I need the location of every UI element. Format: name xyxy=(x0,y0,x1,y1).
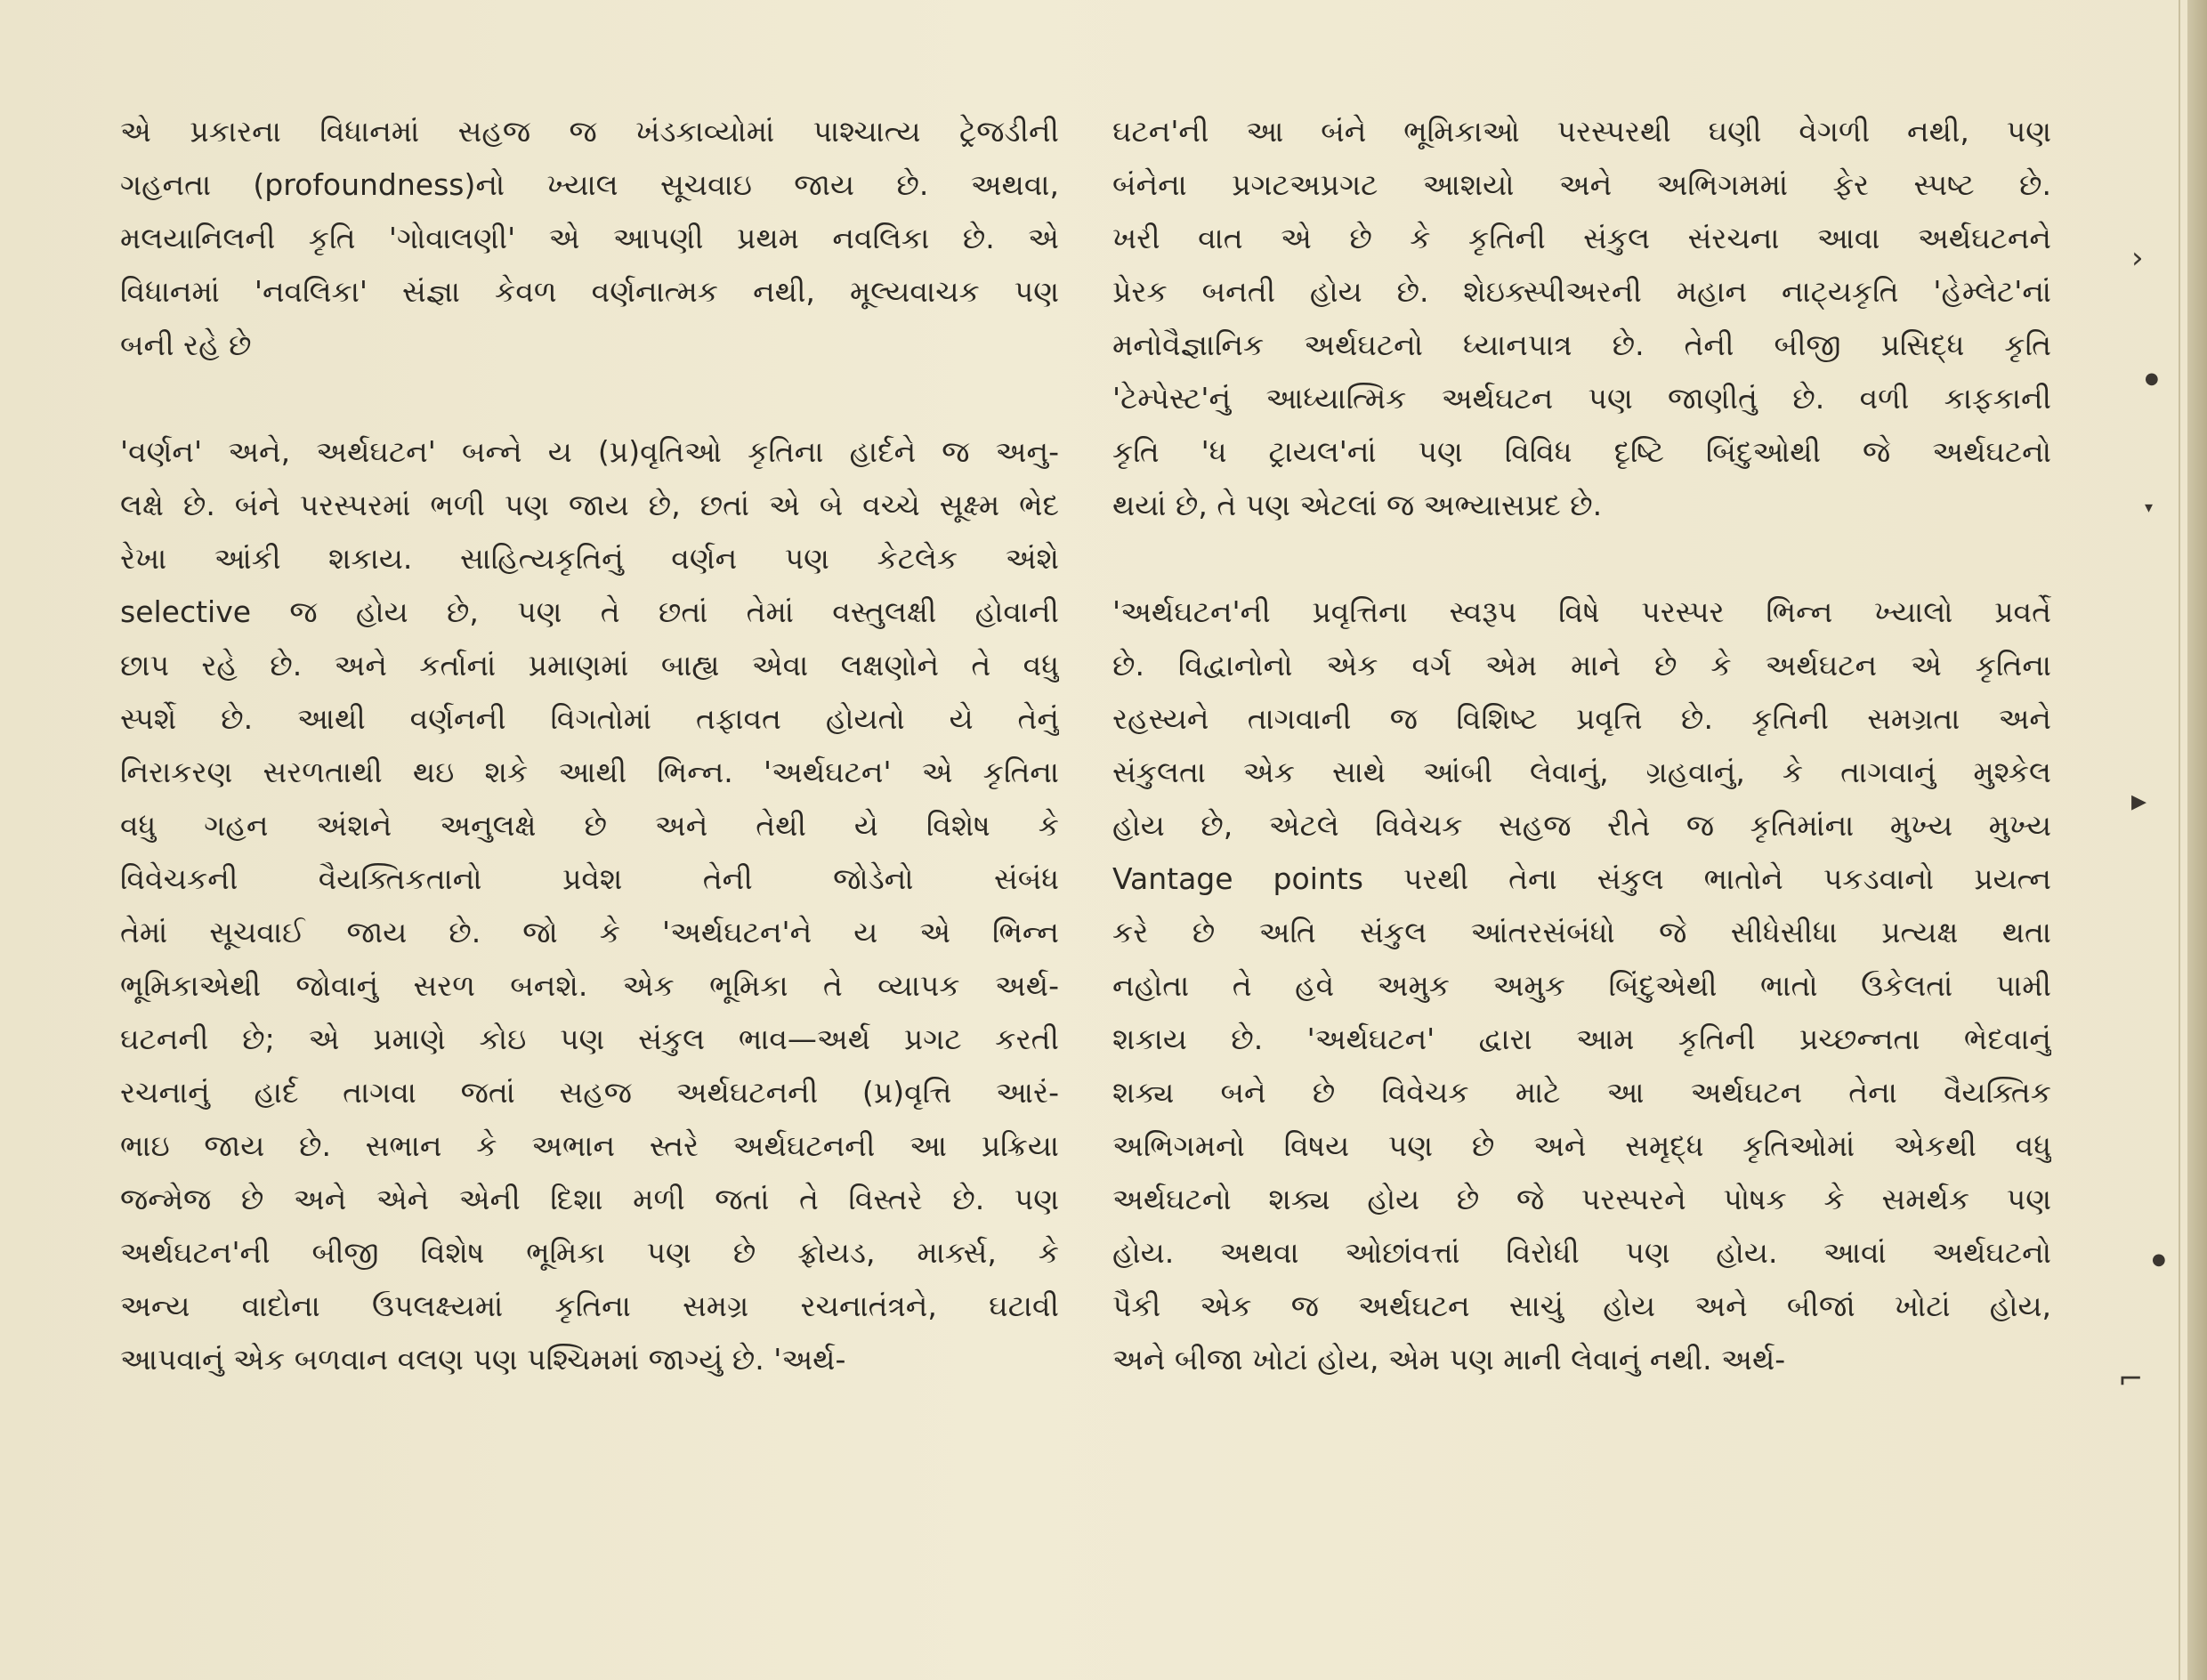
paragraph xyxy=(1112,105,2051,532)
text-line: ભૂમિકાએથી જોવાનું સરળ બનશે. એક ભૂમિકા તે વ્યાપક અર્થ- xyxy=(120,968,1059,1003)
text-line: વિવેચકની વૈયક્તિકતાનો પ્રવેશ તેની જોડેનો સંબંધ xyxy=(120,861,1059,896)
paragraph xyxy=(1112,586,2051,1386)
text-line: તેમાં સૂચવાઈ જાય છે. જો કે 'અર્થઘટન'ને ય એ ભિન્ન xyxy=(120,915,1059,949)
text-line: મલયાનિલની કૃતિ 'ગોવાલણી' એ આપણી પ્રથમ નવલિકા છે. એ xyxy=(120,221,1059,255)
text-line: અર્થઘટન'ની બીજી વિશેષ ભૂમિકા પણ છે ફ્રોયડ, માર્ક્સ, કે xyxy=(120,1235,1059,1270)
text-line: રહસ્યને તાગવાની જ વિશિષ્ટ પ્રવૃત્તિ છે. કૃતિની સમગ્રતા અને xyxy=(1112,701,2051,736)
text-line: છે. વિદ્વાનોનો એક વર્ગ એમ માને છે કે અર્થઘટન એ કૃતિના xyxy=(1112,648,2051,682)
text-line: નહોતા તે હવે અમુક અમુક બિંદુએથી ભાતો ઉકેલતાં પામી xyxy=(1112,968,2051,1003)
text-line: પૈકી એક જ અર્થઘટન સાચું હોય અને બીજાં ખોટાં હોય, xyxy=(1112,1288,2051,1323)
text-line: ભાઇ જાય છે. સભાન કે અભાન સ્તરે અર્થઘટનની આ પ્રક્રિયા xyxy=(120,1128,1059,1163)
text-line: નિરાકરણ સરળતાથી થઇ શકે આથી ભિન્ન. 'અર્થઘટન' એ કૃતિના xyxy=(120,755,1059,789)
text-line: Vantage points પરથી તેના સંકુલ ભાતોને પકડવાનો પ્રયત્ન xyxy=(1112,861,2051,896)
text-line: અન્ય વાદોના ઉપલક્ષ્યમાં કૃતિના સમગ્ર રચનાતંત્રને, ઘટાવી xyxy=(120,1288,1059,1323)
text-line: 'અર્થઘટન'ની પ્રવૃત્તિના સ્વરૂપ વિષે પરસ્પર ભિન્ન ખ્યાલો પ્રવર્તે xyxy=(1112,594,2051,629)
text-line: જન્મેજ છે અને એને એની દિશા મળી જતાં તે વિસ્તરે છે. પણ xyxy=(120,1182,1059,1216)
text-line: સંકુલતા એક સાથે આંબી લેવાનું, ગ્રહવાનું, કે તાગવાનું મુશ્કેલ xyxy=(1112,755,2051,789)
text-line: અભિગમનો વિષય પણ છે અને સમૃદ્ધ કૃતિઓમાં એકથી વધુ xyxy=(1112,1128,2051,1163)
text-line: રેખા આંકી શકાય. સાહિત્યકૃતિનું વર્ણન પણ કેટલેક અંશે xyxy=(120,541,1059,576)
paragraph-gap xyxy=(1112,532,2051,586)
text-line: ગહનતા (profoundness)નો ખ્યાલ સૂચવાઇ જાય છે. અથવા, xyxy=(120,167,1059,202)
margin-mark: ▸ xyxy=(2131,783,2147,819)
margin-mark: ⌐ xyxy=(2118,1361,2144,1397)
next-page-strip xyxy=(2187,0,2207,1680)
right-text-column xyxy=(1112,105,2051,1386)
text-line: ઘટન'ની આ બંને ભૂમિકાઓ પરસ્પરથી ઘણી વેગળી નથી, પણ xyxy=(1112,114,2051,149)
paragraph xyxy=(120,425,1059,1386)
text-line: અર્થઘટનો શક્ય હોય છે જે પરસ્પરને પોષક કે સમર્થક પણ xyxy=(1112,1182,2051,1216)
text-line: સ્પર્શે છે. આથી વર્ણનની વિગતોમાં તફાવત હોયતો યે તેનું xyxy=(120,701,1059,736)
text-line: લક્ષે છે. બંને પરસ્પરમાં ભળી પણ જાય છે, છતાં એ બે વચ્ચે સૂક્ષ્મ ભેદ xyxy=(120,488,1059,522)
text-line: શકાય છે. 'અર્થઘટન' દ્વારા આમ કૃતિની પ્રચ્છન્નતા ભેદવાનું xyxy=(1112,1022,2051,1056)
text-line: છાપ રહે છે. અને કર્તાનાં પ્રમાણમાં બાહ્ય એવા લક્ષણોને તે વધુ xyxy=(120,648,1059,682)
margin-dot: ● xyxy=(2152,1250,2166,1269)
text-line: ખરી વાત એ છે કે કૃતિની સંકુલ સંરચના આવા અર્થઘટનને xyxy=(1112,221,2051,255)
text-line: શક્ય બને છે વિવેચક માટે આ અર્થઘટન તેના વૈયક્તિક xyxy=(1112,1075,2051,1110)
margin-mark: › xyxy=(2131,240,2144,276)
text-line: એ પ્રકારના વિધાનમાં સહજ જ ખંડકાવ્યોમાં પાશ્ચાત્ય ટ્રેજડીની xyxy=(120,114,1059,149)
text-line: કરે છે અતિ સંકુલ આંતરસંબંધો જે સીધેસીધા પ્રત્યક્ષ થતા xyxy=(1112,915,2051,949)
page-edge xyxy=(2179,0,2180,1680)
text-line: બંનેના પ્રગટઅપ્રગટ આશયો અને અભિગમમાં ફેર સ્પષ્ટ છે. xyxy=(1112,167,2051,202)
text-line: selective જ હોય છે, પણ તે છતાં તેમાં વસ્તુલક્ષી હોવાની xyxy=(120,594,1059,629)
text-line: હોય છે, એટલે વિવેચક સહજ રીતે જ કૃતિમાંના મુખ્ય મુખ્ય xyxy=(1112,808,2051,843)
text-line: મનોવૈજ્ઞાનિક અર્થઘટનો ધ્યાનપાત્ર છે. તેની બીજી પ્રસિદ્ધ કૃતિ xyxy=(1112,327,2051,362)
margin-dot: ▾ xyxy=(2145,498,2154,517)
text-line: વિધાનમાં 'નવલિકા' સંજ્ઞા કેવળ વર્ણનાત્મક નથી, મૂલ્યવાચક પણ xyxy=(120,274,1059,309)
text-line: કૃતિ 'ધ ટ્રાયલ'નાં પણ વિવિધ દૃષ્ટિ બિંદુઓથી જે અર્થઘટનો xyxy=(1112,434,2051,469)
left-text-column xyxy=(120,105,1059,1386)
paragraph-gap xyxy=(120,372,1059,425)
paragraph xyxy=(120,105,1059,372)
text-line: 'ટેમ્પેસ્ટ'નું આધ્યાત્મિક અર્થઘટન પણ જાણીતું છે. વળી કાફકાની xyxy=(1112,381,2051,416)
text-line: ઘટનની છે; એ પ્રમાણે કોઇ પણ સંકુલ ભાવ—અર્થ પ્રગટ કરતી xyxy=(120,1022,1059,1056)
text-line: વધુ ગહન અંશને અનુલક્ષે છે અને તેથી યે વિશેષ કે xyxy=(120,808,1059,843)
text-line: 'વર્ણન' અને, અર્થઘટન' બન્ને ય (પ્ર)વૃતિઓ કૃતિના હાર્દને જ અનુ- xyxy=(120,434,1059,469)
text-line: આપવાનું એક બળવાન વલણ પણ પશ્ચિમમાં જાગ્યું છે. 'અર્થ- xyxy=(120,1342,846,1377)
text-line: રચનાનું હાર્દ તાગવા જતાં સહજ અર્થઘટનની (પ્ર)વૃત્તિ આરં- xyxy=(120,1075,1059,1110)
text-line: અને બીજા ખોટાં હોય, એમ પણ માની લેવાનું નથી. અર્થ- xyxy=(1112,1342,1786,1377)
text-line: હોય. અથવા ઓછાંવત્તાં વિરોધી પણ હોય. આવાં અર્થઘટનો xyxy=(1112,1235,2051,1270)
margin-dot: ● xyxy=(2145,369,2159,388)
text-line: પ્રેરક બનતી હોય છે. શેઇક્સ્પીઅરની મહાન નાટ્યકૃતિ 'હેમ્લેટ'નાં xyxy=(1112,274,2051,309)
text-line: થયાં છે, તે પણ એટલાં જ અભ્યાસપ્રદ છે. xyxy=(1112,488,1603,522)
text-line: બની રહે છે xyxy=(120,327,252,362)
